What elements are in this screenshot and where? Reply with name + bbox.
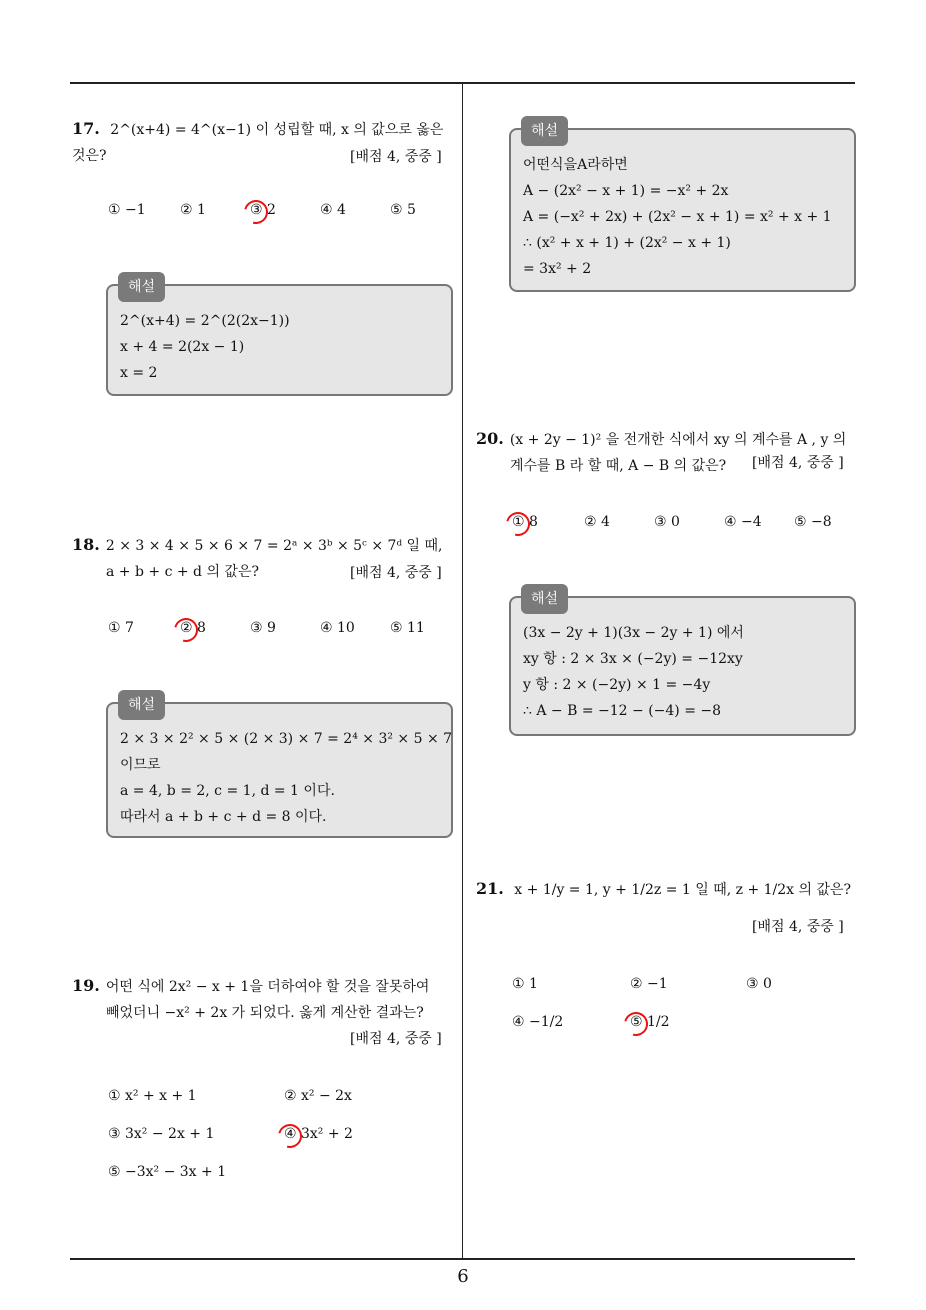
- problem-text: 계수를 B 라 할 때, A − B 의 값은?: [510, 458, 727, 474]
- answer-mark: [240, 196, 273, 229]
- choice-4[interactable]: ④ 10: [320, 620, 355, 636]
- problem-meta: [배점 4, 중중 ]: [350, 565, 442, 581]
- choice-3[interactable]: ③ 0: [654, 514, 680, 530]
- choice-2[interactable]: ② −1: [630, 976, 668, 992]
- problem-meta: [배점 4, 중중 ]: [752, 455, 844, 471]
- solution-line: 이므로: [120, 757, 161, 773]
- answer-mark: [274, 1120, 307, 1153]
- problem-text: a + b + c + d 의 값은?: [106, 564, 259, 580]
- choice-5[interactable]: ⑤ 11: [390, 620, 425, 636]
- choice-5[interactable]: ⑤ −3x² − 3x + 1: [108, 1164, 227, 1180]
- solution-label: 해설: [521, 116, 568, 146]
- problem-number: 19.: [72, 976, 100, 995]
- answer-mark: [170, 614, 203, 647]
- solution-line: a = 4, b = 2, c = 1, d = 1 이다.: [120, 783, 335, 799]
- solution-line: ∴ A − B = −12 − (−4) = −8: [523, 703, 722, 719]
- choice-2[interactable]: ② 8: [180, 620, 206, 636]
- problem-text: 2 × 3 × 4 × 5 × 6 × 7 = 2ᵃ × 3ᵇ × 5ᶜ × 7ᵈ 일 때,: [105, 538, 443, 554]
- solution-box-19: [509, 123, 856, 292]
- answer-mark: [620, 1008, 653, 1041]
- choice-3[interactable]: ③ 2: [250, 202, 276, 218]
- bottom-rule: [70, 1258, 855, 1260]
- choice-1[interactable]: ① 1: [512, 976, 538, 992]
- problem-number: 17.: [72, 119, 100, 138]
- problem-21: [476, 876, 861, 903]
- problem-number: 18.: [72, 535, 100, 554]
- page-number: 6: [457, 1266, 469, 1287]
- solution-box-20: [509, 591, 856, 736]
- choice-1[interactable]: ① −1: [108, 202, 146, 218]
- choice-4[interactable]: ④ 3x² + 2: [284, 1126, 353, 1142]
- answer-mark: [502, 508, 535, 541]
- choice-3[interactable]: ③ 3x² − 2x + 1: [108, 1126, 215, 1142]
- problem-text: (x + 2y − 1)² 을 전개한 식에서 xy 의 계수를 A , y 의: [509, 432, 847, 448]
- choice-5[interactable]: ⑤ −8: [794, 514, 832, 530]
- solution-line: (3x − 2y + 1)(3x − 2y + 1) 에서: [523, 625, 744, 641]
- solution-line: 따라서 a + b + c + d = 8 이다.: [120, 809, 327, 825]
- problem-text: 어떤 식에 2x² − x + 1을 더하여야 할 것을 잘못하여: [105, 979, 430, 995]
- choice-2[interactable]: ② 1: [180, 202, 206, 218]
- solution-line: xy 항 : 2 × 3x × (−2y) = −12xy: [523, 651, 743, 667]
- solution-label: 해설: [521, 584, 568, 614]
- choice-4[interactable]: ④ −1/2: [512, 1014, 564, 1030]
- solution-box-17: [106, 279, 453, 396]
- choice-1[interactable]: ① 7: [108, 620, 134, 636]
- choice-3[interactable]: ③ 9: [250, 620, 276, 636]
- problem-number: 20.: [476, 429, 504, 448]
- choice-5[interactable]: ⑤ 1/2: [630, 1014, 670, 1030]
- choice-3[interactable]: ③ 0: [746, 976, 772, 992]
- solution-line: y 항 : 2 × (−2y) × 1 = −4y: [523, 677, 711, 693]
- problem-text: 2^(x+4) = 4^(x−1) 이 성립할 때, x 의 값으로 옳은 것은?: [72, 122, 444, 164]
- problem-meta: [배점 4, 중중 ]: [350, 149, 442, 165]
- solution-label: 해설: [118, 690, 165, 720]
- solution-line: A − (2x² − x + 1) = −x² + 2x: [523, 183, 729, 199]
- problem-text: x + 1/y = 1, y + 1/2z = 1 일 때, z + 1/2x 의 값은?: [514, 882, 852, 898]
- choice-1[interactable]: ① x² + x + 1: [108, 1088, 197, 1104]
- problem-meta: [배점 4, 중중 ]: [752, 919, 844, 935]
- choice-4[interactable]: ④ 4: [320, 202, 346, 218]
- solution-line: 2^(x+4) = 2^(2(2x−1)): [120, 313, 290, 329]
- solution-line: ∴ (x² + x + 1) + (2x² − x + 1): [523, 235, 731, 251]
- problem-meta: [배점 4, 중중 ]: [350, 1031, 442, 1047]
- problem-text: 빼었더니 −x² + 2x 가 되었다. 옳게 계산한 결과는?: [106, 1005, 424, 1021]
- solution-line: x + 4 = 2(2x − 1): [120, 339, 245, 355]
- choice-2[interactable]: ② 4: [584, 514, 610, 530]
- solution-line: x = 2: [120, 365, 158, 381]
- solution-line: 어떤식을A라하면: [523, 157, 628, 173]
- solution-label: 해설: [118, 272, 165, 302]
- solution-line: A = (−x² + 2x) + (2x² − x + 1) = x² + x + 1: [523, 209, 832, 225]
- solution-line: = 3x² + 2: [523, 261, 592, 277]
- choice-1[interactable]: ① 8: [512, 514, 538, 530]
- choice-5[interactable]: ⑤ 5: [390, 202, 416, 218]
- choice-4[interactable]: ④ −4: [724, 514, 762, 530]
- solution-line: 2 × 3 × 2² × 5 × (2 × 3) × 7 = 2⁴ × 3² × 5 × 7: [120, 731, 453, 747]
- choice-2[interactable]: ② x² − 2x: [284, 1088, 352, 1104]
- column-divider: [462, 83, 463, 1258]
- problem-number: 21.: [476, 879, 504, 898]
- problem-19: [72, 973, 457, 1026]
- solution-box-18: [106, 697, 453, 838]
